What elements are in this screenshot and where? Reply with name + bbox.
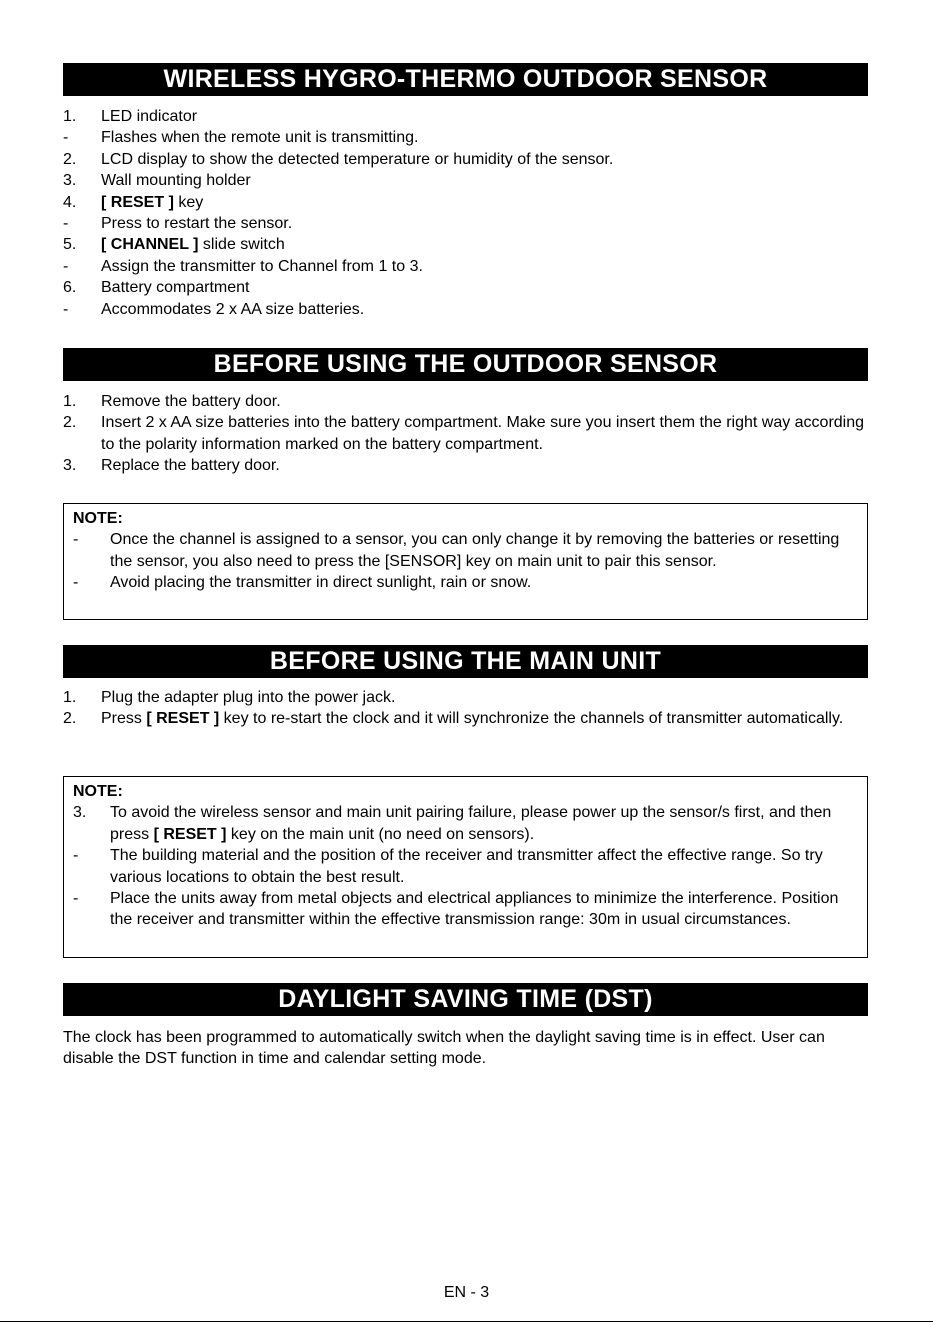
list-text: slide switch bbox=[198, 236, 285, 254]
list-marker: 3. bbox=[73, 804, 87, 822]
list-text: Plug the adapter plug into the power jack. bbox=[101, 689, 396, 706]
page-number: EN - 3 bbox=[443, 1284, 490, 1301]
list-marker: 3. bbox=[63, 172, 77, 190]
sensor-parts-list bbox=[63, 106, 868, 320]
outdoor-sensor-steps bbox=[63, 391, 868, 477]
list-marker: 4. bbox=[63, 193, 77, 211]
list-text: To avoid the wireless sensor and main unit pairing failure, please power up the sensor/s first, and then press bbox=[110, 804, 832, 843]
list-text: Battery compartment bbox=[101, 279, 250, 297]
list-item bbox=[63, 455, 868, 476]
section-heading-before-outdoor-sensor: BEFORE USING THE OUTDOOR SENSOR bbox=[63, 348, 868, 381]
list-marker: - bbox=[73, 847, 79, 865]
list-marker: 2. bbox=[63, 710, 77, 728]
list-marker: - bbox=[63, 257, 69, 275]
list-marker: 6. bbox=[63, 279, 77, 297]
list-item bbox=[73, 572, 857, 593]
list-item bbox=[63, 192, 868, 213]
list-marker: 3. bbox=[63, 457, 77, 475]
list-item bbox=[63, 256, 868, 277]
list-marker: 1. bbox=[63, 108, 77, 125]
list-item bbox=[63, 234, 868, 255]
list-text: Avoid placing the transmitter in direct sunlight, rain or snow. bbox=[110, 574, 532, 592]
list-text: Flashes when the remote unit is transmitting. bbox=[101, 129, 419, 147]
list-text: Insert 2 x AA size batteries into the battery compartment. Make sure you insert them the right way according to the polarity information marked on the battery compartment. bbox=[101, 414, 865, 453]
list-item bbox=[63, 106, 868, 127]
section-heading-outdoor-sensor: WIRELESS HYGRO-THERMO OUTDOOR SENSOR bbox=[63, 63, 868, 96]
reset-key-label: [ RESET ] bbox=[153, 825, 227, 843]
list-item bbox=[73, 888, 857, 931]
list-marker: - bbox=[73, 890, 79, 908]
list-marker: - bbox=[73, 531, 79, 549]
list-item bbox=[63, 149, 868, 170]
reset-key-label: [ RESET ] bbox=[101, 193, 174, 211]
list-text: Place the units away from metal objects and electrical appliances to minimize the interference. Position the receiver and transmitter within the effective transmission range: 30m in usual circumstances. bbox=[110, 890, 839, 929]
list-text: Assign the transmitter to Channel from 1 to 3. bbox=[101, 257, 423, 275]
list-text: The building material and the position of the receiver and transmitter affect the effective range. So try various locations to obtain the best result. bbox=[110, 847, 823, 886]
note-title: NOTE: bbox=[73, 510, 123, 527]
list-item bbox=[63, 391, 868, 412]
list-text: Remove the battery door. bbox=[101, 393, 281, 410]
section-heading-dst: DAYLIGHT SAVING TIME (DST) bbox=[63, 983, 868, 1016]
list-text: key to re-start the clock and it will synchronize the channels of transmitter automatically. bbox=[219, 710, 844, 728]
list-item bbox=[63, 277, 868, 298]
list-item bbox=[63, 213, 868, 234]
list-text: key on the main unit (no need on sensors). bbox=[226, 825, 535, 843]
note-box-main-unit bbox=[63, 776, 868, 958]
list-marker: 1. bbox=[63, 689, 77, 706]
list-text: Replace the battery door. bbox=[101, 457, 280, 475]
list-item bbox=[63, 708, 868, 729]
list-marker: - bbox=[73, 574, 79, 592]
list-item bbox=[63, 127, 868, 148]
list-text: key bbox=[173, 193, 204, 211]
list-item bbox=[63, 170, 868, 191]
list-marker: - bbox=[63, 129, 69, 147]
list-marker: 5. bbox=[63, 236, 77, 254]
list-text: Press to restart the sensor. bbox=[101, 215, 293, 233]
reset-key-label: [ RESET ] bbox=[146, 710, 220, 728]
list-item bbox=[63, 412, 868, 455]
list-text: Accommodates 2 x AA size batteries. bbox=[101, 300, 365, 318]
list-item bbox=[73, 529, 857, 572]
list-marker: 1. bbox=[63, 393, 77, 410]
list-item bbox=[73, 845, 857, 888]
main-unit-steps bbox=[63, 687, 868, 730]
list-text: Press bbox=[101, 710, 147, 728]
note-box-outdoor-sensor bbox=[63, 503, 868, 620]
list-item bbox=[73, 802, 857, 845]
footer-rule bbox=[0, 1321, 933, 1322]
list-text: LCD display to show the detected temperature or humidity of the sensor. bbox=[101, 150, 614, 168]
list-text: LED indicator bbox=[101, 108, 198, 125]
dst-paragraph: The clock has been programmed to automatically switch when the daylight saving time is in effect. User can disable the DST function in time and calendar setting mode. bbox=[63, 1029, 825, 1068]
list-marker: 2. bbox=[63, 414, 77, 432]
list-marker: - bbox=[63, 300, 69, 318]
list-item bbox=[63, 299, 868, 320]
list-text: Wall mounting holder bbox=[101, 172, 251, 190]
list-marker: 2. bbox=[63, 150, 77, 168]
channel-switch-label: [ CHANNEL ] bbox=[101, 236, 199, 254]
list-marker: - bbox=[63, 215, 69, 233]
list-item bbox=[63, 687, 868, 708]
section-heading-before-main-unit: BEFORE USING THE MAIN UNIT bbox=[63, 645, 868, 678]
list-text: Once the channel is assigned to a sensor, you can only change it by removing the batteries or resetting the sensor, you also need to press the [SENSOR] key on main unit to pair this sensor. bbox=[110, 531, 840, 570]
note-title: NOTE: bbox=[73, 783, 123, 800]
